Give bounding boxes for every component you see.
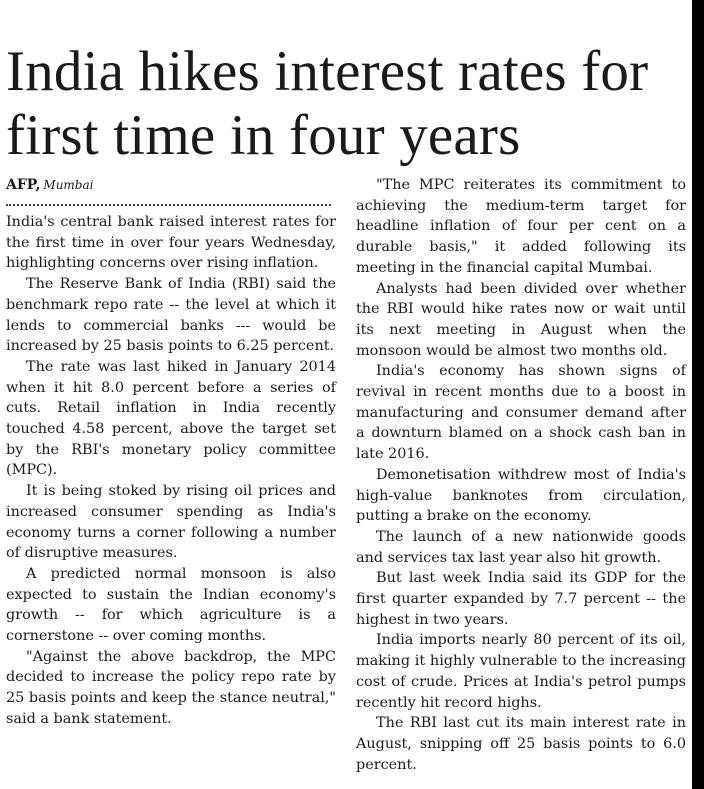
paragraph: The Reserve Bank of India (RBI) said the benchmark repo rate -- the level at which it lends to commercial banks --- would be increased by 25 basis points to 6.25 percent. (6, 276, 336, 355)
paragraph: India's central bank raised interest rates for the first time in over four years Wednesday, highlighting concerns over rising inflation. (6, 214, 336, 272)
byline-divider (6, 196, 331, 206)
paragraph: Analysts had been divided over whether the RBI would hike rates now or wait until its next meeting in August when the monsoon would be almost two months old. (356, 280, 686, 359)
page-edge-bar (692, 0, 704, 789)
paragraph: Demonetisation withdrew most of India's high-value banknotes from circulation, putting a brake on the economy. (356, 466, 686, 525)
paragraph: India's economy has shown signs of revival in recent months due to a boost in manufacturing and consumer demand after a downturn blamed on a shock cash ban in late 2016. (356, 363, 686, 463)
paragraph: India imports nearly 80 percent of its oil, making it highly vulnerable to the increasing cost of crude. Prices at India's petrol pumps recently hit record highs. (356, 632, 686, 711)
paragraph: It is being stoked by rising oil prices and increased consumer spending as India's economy turns a corner following a number of disruptive measures. (6, 483, 336, 562)
byline-place: Mumbai (43, 178, 94, 192)
paragraph: "Against the above backdrop, the MPC decided to increase the policy repo rate by 25 basis points and keep the stance neutral," said a bank statement. (6, 648, 336, 727)
paragraph: "The MPC reiterates its commitment to achieving the medium-term target for headline inflation of four per cent on a durable basis," it added following its meeting in the financial capital Mumbai. (356, 177, 686, 276)
paragraph: The RBI last cut its main interest rate in August, snipping off 25 basis points to 6.0 percent. (356, 715, 686, 773)
byline-agency: AFP, (6, 177, 41, 193)
article-column-left (6, 175, 336, 730)
headline: India hikes interest rates for first time in four years (6, 40, 649, 167)
paragraph: The launch of a new nationwide goods and services tax last year also hit growth. (356, 528, 686, 566)
paragraph: The rate was last hiked in January 2014 when it hit 8.0 percent before a series of cuts. Retail inflation in India recently touched 4.58 percent, above the target set by the RBI's monetary policy committee (MPC). (6, 358, 336, 479)
paragraph: A predicted normal monsoon is also expected to sustain the Indian economy's growth -- for which agriculture is a cornerstone -- over coming months. (6, 565, 336, 645)
byline (6, 175, 336, 196)
paragraph: But last week India said its GDP for the first quarter expanded by 7.7 percent -- the highest in two years. (356, 570, 686, 628)
article-column-right (356, 175, 686, 775)
